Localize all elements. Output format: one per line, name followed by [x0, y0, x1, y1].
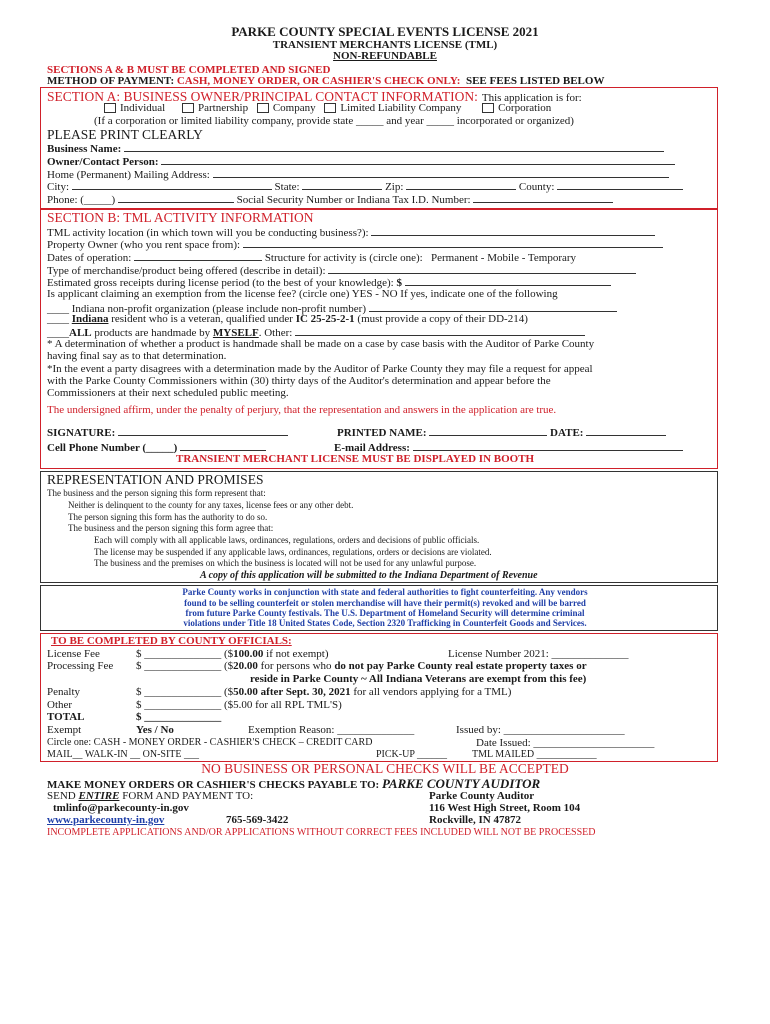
state-label: State:: [274, 181, 300, 193]
fees-note: SEE FEES LISTED BELOW: [465, 75, 605, 87]
website-link[interactable]: www.parkecounty-in.gov: [47, 814, 165, 826]
corporation-note: (If a corporation or limited liability company, provide state _____ and year _____ incorporated or organized): [94, 115, 574, 127]
issued-by[interactable]: Issued by: ______________________: [456, 724, 625, 736]
phone-ssn-row: [47, 192, 613, 206]
other-label: . Other:: [258, 327, 293, 339]
other-field[interactable]: [295, 325, 585, 336]
section-a-title: SECTION A: BUSINESS OWNER/PRINCIPAL CONTACT INFORMATION:: [47, 89, 478, 104]
sections-note: SECTIONS A & B MUST BE COMPLETED AND SIGNED: [47, 64, 331, 76]
signature-row: [47, 425, 288, 439]
cell-phone-row: [47, 440, 266, 454]
ssn-field[interactable]: [473, 192, 613, 203]
penalty-condition: for all vendors applying for a TML): [353, 686, 512, 698]
email-field[interactable]: [413, 440, 683, 451]
veteran-blank[interactable]: ____: [47, 313, 69, 325]
processing-fee-label: Processing Fee: [47, 660, 114, 672]
rep-line-3: The person signing this form has the authority to do so.: [68, 512, 268, 522]
owner-contact-label: Owner/Contact Person:: [47, 156, 159, 168]
send-form-text: FORM AND PAYMENT TO:: [122, 790, 254, 802]
myself-bold: MYSELF: [212, 327, 259, 339]
location-field[interactable]: [371, 225, 655, 236]
nonprofit-number-field[interactable]: [369, 301, 617, 312]
exempt-veteran-row: [47, 313, 528, 325]
rep-line-4: The business and the person signing this form agree that:: [68, 523, 274, 533]
structure-label: Structure for activity is (circle one):: [264, 252, 423, 264]
rep-line-1: The business and the person signing this form represent that:: [47, 488, 266, 498]
cell-phone-field[interactable]: [180, 440, 266, 451]
payment-method-line: [47, 75, 604, 87]
printed-name-label: PRINTED NAME:: [337, 427, 427, 439]
perjury-affirmation: The undersigned affirm, under the penalty of perjury, that the representation and answers in the application are true.: [47, 404, 557, 416]
owner-contact-row: [47, 154, 675, 168]
display-in-booth-note: TRANSIENT MERCHANT LICENSE MUST BE DISPLAYED IN BOOTH: [176, 453, 535, 465]
dor-copy-note: A copy of this application will be submitted to the Indiana Department of Revenue: [200, 570, 538, 581]
dd214-note: (must provide a copy of their DD-214): [357, 313, 528, 325]
handmade-note-1: * A determination of whether a product is handmade shall be made on a case by case basis with the Auditor of Parke County: [47, 338, 595, 350]
section-b-title: SECTION B: TML ACTIVITY INFORMATION: [47, 210, 314, 225]
license-fee-row: [136, 648, 329, 660]
payment-circle-one[interactable]: Circle one: CASH - MONEY ORDER - CASHIER'S CHECK – CREDIT CARD: [47, 737, 373, 748]
state-field[interactable]: [302, 179, 382, 190]
merchandise-label: Type of merchandise/product being offered (describe in detail):: [47, 265, 326, 277]
rep-line-2: Neither is delinquent to the county for any taxes, license fees or any other debt.: [68, 500, 354, 510]
city-field[interactable]: [72, 179, 272, 190]
address-line-2: 116 West High Street, Room 104: [429, 802, 581, 814]
all-bold: ALL: [69, 327, 92, 339]
gross-receipts-row: [47, 275, 611, 289]
gross-receipts-field[interactable]: [405, 275, 611, 286]
zip-field[interactable]: [406, 179, 516, 190]
print-clearly: PLEASE PRINT CLEARLY: [47, 127, 203, 142]
dates-label: Dates of operation:: [47, 252, 132, 264]
date-label: DATE:: [550, 427, 584, 439]
individual-checkbox[interactable]: [104, 103, 116, 113]
total-amount[interactable]: $ ______________: [136, 711, 222, 723]
structure-options[interactable]: Permanent - Mobile - Temporary: [430, 252, 577, 264]
exemption-reason[interactable]: Exemption Reason: ______________: [248, 724, 415, 736]
signature-label: SIGNATURE:: [47, 427, 116, 439]
business-name-field[interactable]: [124, 141, 664, 152]
penalty-amount[interactable]: $ ______________ ($: [136, 686, 234, 698]
property-owner-field[interactable]: [243, 237, 663, 248]
cell-phone-label: Cell Phone Number (_____): [47, 442, 178, 454]
county-officials-title: TO BE COMPLETED BY COUNTY OFFICIALS:: [51, 635, 292, 647]
counterfeit-line-2: found to be selling counterfeit or stolen merchandise will have their permit(s) revoked and will be barred: [184, 598, 586, 608]
county-label: County:: [518, 181, 555, 193]
exempt-handmade-row: [47, 325, 585, 339]
corporation-checkbox[interactable]: [482, 103, 494, 113]
processing-fee-condition: do not pay Parke County real estate property taxes or: [334, 660, 587, 672]
payment-label: METHOD OF PAYMENT:: [47, 75, 175, 87]
owner-contact-field[interactable]: [161, 154, 675, 165]
delivery-method[interactable]: MAIL__ WALK-IN __ ON-SITE ___: [47, 749, 200, 760]
exempt-nonprofit-label: ____ Indiana non-profit organization (please include non-profit number): [47, 303, 367, 315]
processing-fee-value: 20.00: [233, 660, 258, 672]
counterfeit-line-4: violations under Title 18 United States Code, Section 2320 Trafficking in Counterfeit Goods and Services.: [183, 618, 587, 628]
dates-row: [47, 250, 576, 264]
license-fee-amount[interactable]: $ ______________ ($: [136, 648, 234, 660]
email-row: [334, 440, 683, 454]
printed-name-row: [337, 425, 666, 439]
handmade-blank[interactable]: ____: [47, 327, 69, 339]
exempt-yes-no[interactable]: Yes / No: [136, 724, 174, 736]
non-refundable-note: NON-REFUNDABLE: [333, 50, 437, 62]
zip-label: Zip:: [385, 181, 404, 193]
indiana-bold: Indiana: [71, 313, 109, 325]
entity-type-options: [98, 102, 551, 114]
contact-phone: 765-569-3422: [226, 814, 289, 826]
penalty-label: Penalty: [47, 686, 80, 698]
option-llc: Limited Liability Company: [340, 102, 462, 114]
penalty-value: 50.00 after Sept. 30, 2021: [233, 686, 351, 698]
rep-line-7: The business and the premises on which the business is located will not be used for any unlawful purpose.: [94, 558, 477, 568]
address-line-3: Rockville, IN 47872: [429, 814, 521, 826]
payment-methods: CASH, MONEY ORDER, OR CASHIER'S CHECK ONLY:: [176, 75, 461, 87]
phone-label: Phone: (_____): [47, 194, 116, 206]
tml-mailed-field[interactable]: TML MAILED ____________: [472, 749, 597, 760]
pickup-field[interactable]: PICK-UP ______: [376, 749, 448, 760]
county-field[interactable]: [557, 179, 683, 190]
rep-line-5: Each will comply with all applicable laws, ordinances, regulations, orders and decisions of public officials.: [94, 535, 480, 545]
dates-field[interactable]: [134, 250, 262, 261]
city-label: City:: [47, 181, 70, 193]
other-fee-amount[interactable]: $ ______________ ($5.00 for all RPL TML'S): [136, 699, 342, 711]
llc-checkbox[interactable]: [324, 103, 336, 113]
handmade-text: products are handmade by: [94, 327, 211, 339]
location-label: TML activity location (in which town will you be conducting business?):: [47, 227, 369, 239]
license-fee-condition: if not exempt): [266, 648, 329, 660]
no-checks-notice: NO BUSINESS OR PERSONAL CHECKS WILL BE ACCEPTED: [201, 761, 569, 776]
printed-name-field[interactable]: [429, 425, 547, 436]
appeal-note-1: *In the event a party disagrees with a determination made by the Auditor of Parke County they may file a request for appeal: [47, 363, 593, 375]
ic-reference: IC 25-25-2-1: [295, 313, 355, 325]
entire-bold: ENTIRE: [78, 790, 120, 802]
home-address-label: Home (Permanent) Mailing Address:: [47, 169, 210, 181]
incomplete-warning: INCOMPLETE APPLICATIONS AND/OR APPLICATIONS WITHOUT CORRECT FEES INCLUDED WILL NOT BE PROCESSED: [47, 827, 596, 838]
processing-fee-row: [136, 660, 587, 672]
license-fee-label: License Fee: [47, 648, 100, 660]
option-corporation: Corporation: [498, 102, 552, 114]
option-individual: Individual: [120, 102, 166, 114]
total-label: TOTAL: [47, 711, 85, 723]
application-for: This application is for:: [481, 92, 582, 104]
ssn-label: Social Security Number or Indiana Tax I.D. Number:: [236, 194, 471, 206]
page-title: PARKE COUNTY SPECIAL EVENTS LICENSE 2021: [231, 24, 539, 39]
city-state-zip-row: [47, 179, 683, 193]
property-owner-row: [47, 237, 663, 251]
exempt-label: Exempt: [47, 724, 82, 736]
home-address-field[interactable]: [213, 167, 669, 178]
company-checkbox[interactable]: [257, 103, 269, 113]
gross-receipts-label: Estimated gross receipts during license period (to the best of your knowledge):: [47, 277, 394, 289]
processing-fee-amount[interactable]: $ ______________ ($: [136, 660, 234, 672]
rep-line-6: The license may be suspended if any applicable laws, ordinances, regulations, orders or decisions are violated.: [94, 547, 492, 557]
other-fee-label: Other: [47, 699, 73, 711]
exemption-question: Is applicant claiming an exemption from the license fee? (circle one) YES - NO If yes, indicate one of the following: [47, 288, 558, 300]
send-label: SEND: [47, 790, 76, 802]
merchandise-field[interactable]: [328, 263, 636, 274]
option-company: Company: [272, 102, 316, 114]
counterfeit-line-1: Parke County works in conjunction with state and federal authorities to fight counterfeiting. Any vendors: [182, 587, 588, 597]
penalty-row: [136, 686, 511, 698]
send-form-row: [47, 790, 253, 802]
email-label: E-mail Address:: [334, 442, 410, 454]
gross-dollar-sign: $: [396, 277, 402, 289]
property-owner-label: Property Owner (who you rent space from):: [47, 239, 241, 251]
business-name-label: Business Name:: [47, 143, 122, 155]
partnership-checkbox[interactable]: [182, 103, 194, 113]
date-issued[interactable]: Date Issued: ______________________: [476, 737, 655, 749]
option-partnership: Partnership: [197, 102, 249, 114]
counterfeit-line-3: from future Parke County festivals. The U.S. Department of Homeland Security will determine criminal: [185, 608, 585, 618]
phone-field[interactable]: [118, 192, 234, 203]
contact-email[interactable]: tmlinfo@parkecounty-in.gov: [53, 802, 189, 814]
veteran-text: resident who is a veteran, qualified under: [111, 313, 293, 325]
handmade-note-1b: having final say as to that determination.: [47, 350, 227, 362]
appeal-note-2: with the Parke County Commissioners within (30) thirty days of the Auditor's determination and appear before the: [47, 375, 551, 387]
payee-name: PARKE COUNTY AUDITOR: [381, 776, 541, 791]
address-line-1: Parke County Auditor: [429, 790, 535, 802]
license-number[interactable]: License Number 2021: ______________: [448, 648, 629, 660]
signature-field[interactable]: [118, 425, 288, 436]
payable-to-label: MAKE MONEY ORDERS OR CASHIER'S CHECKS PAYABLE TO:: [47, 779, 380, 791]
processing-fee-line2: reside in Parke County ~ All Indiana Veterans are exempt from this fee): [250, 673, 587, 685]
date-field[interactable]: [586, 425, 666, 436]
processing-fee-text: for persons who: [260, 660, 332, 672]
page-subtitle: TRANSIENT MERCHANTS LICENSE (TML): [272, 39, 498, 51]
business-name-row: [47, 141, 664, 155]
appeal-note-3: Commissioners at their next scheduled public meeting.: [47, 387, 289, 399]
representation-title: REPRESENTATION AND PROMISES: [47, 472, 264, 487]
license-fee-value: 100.00: [233, 648, 264, 660]
